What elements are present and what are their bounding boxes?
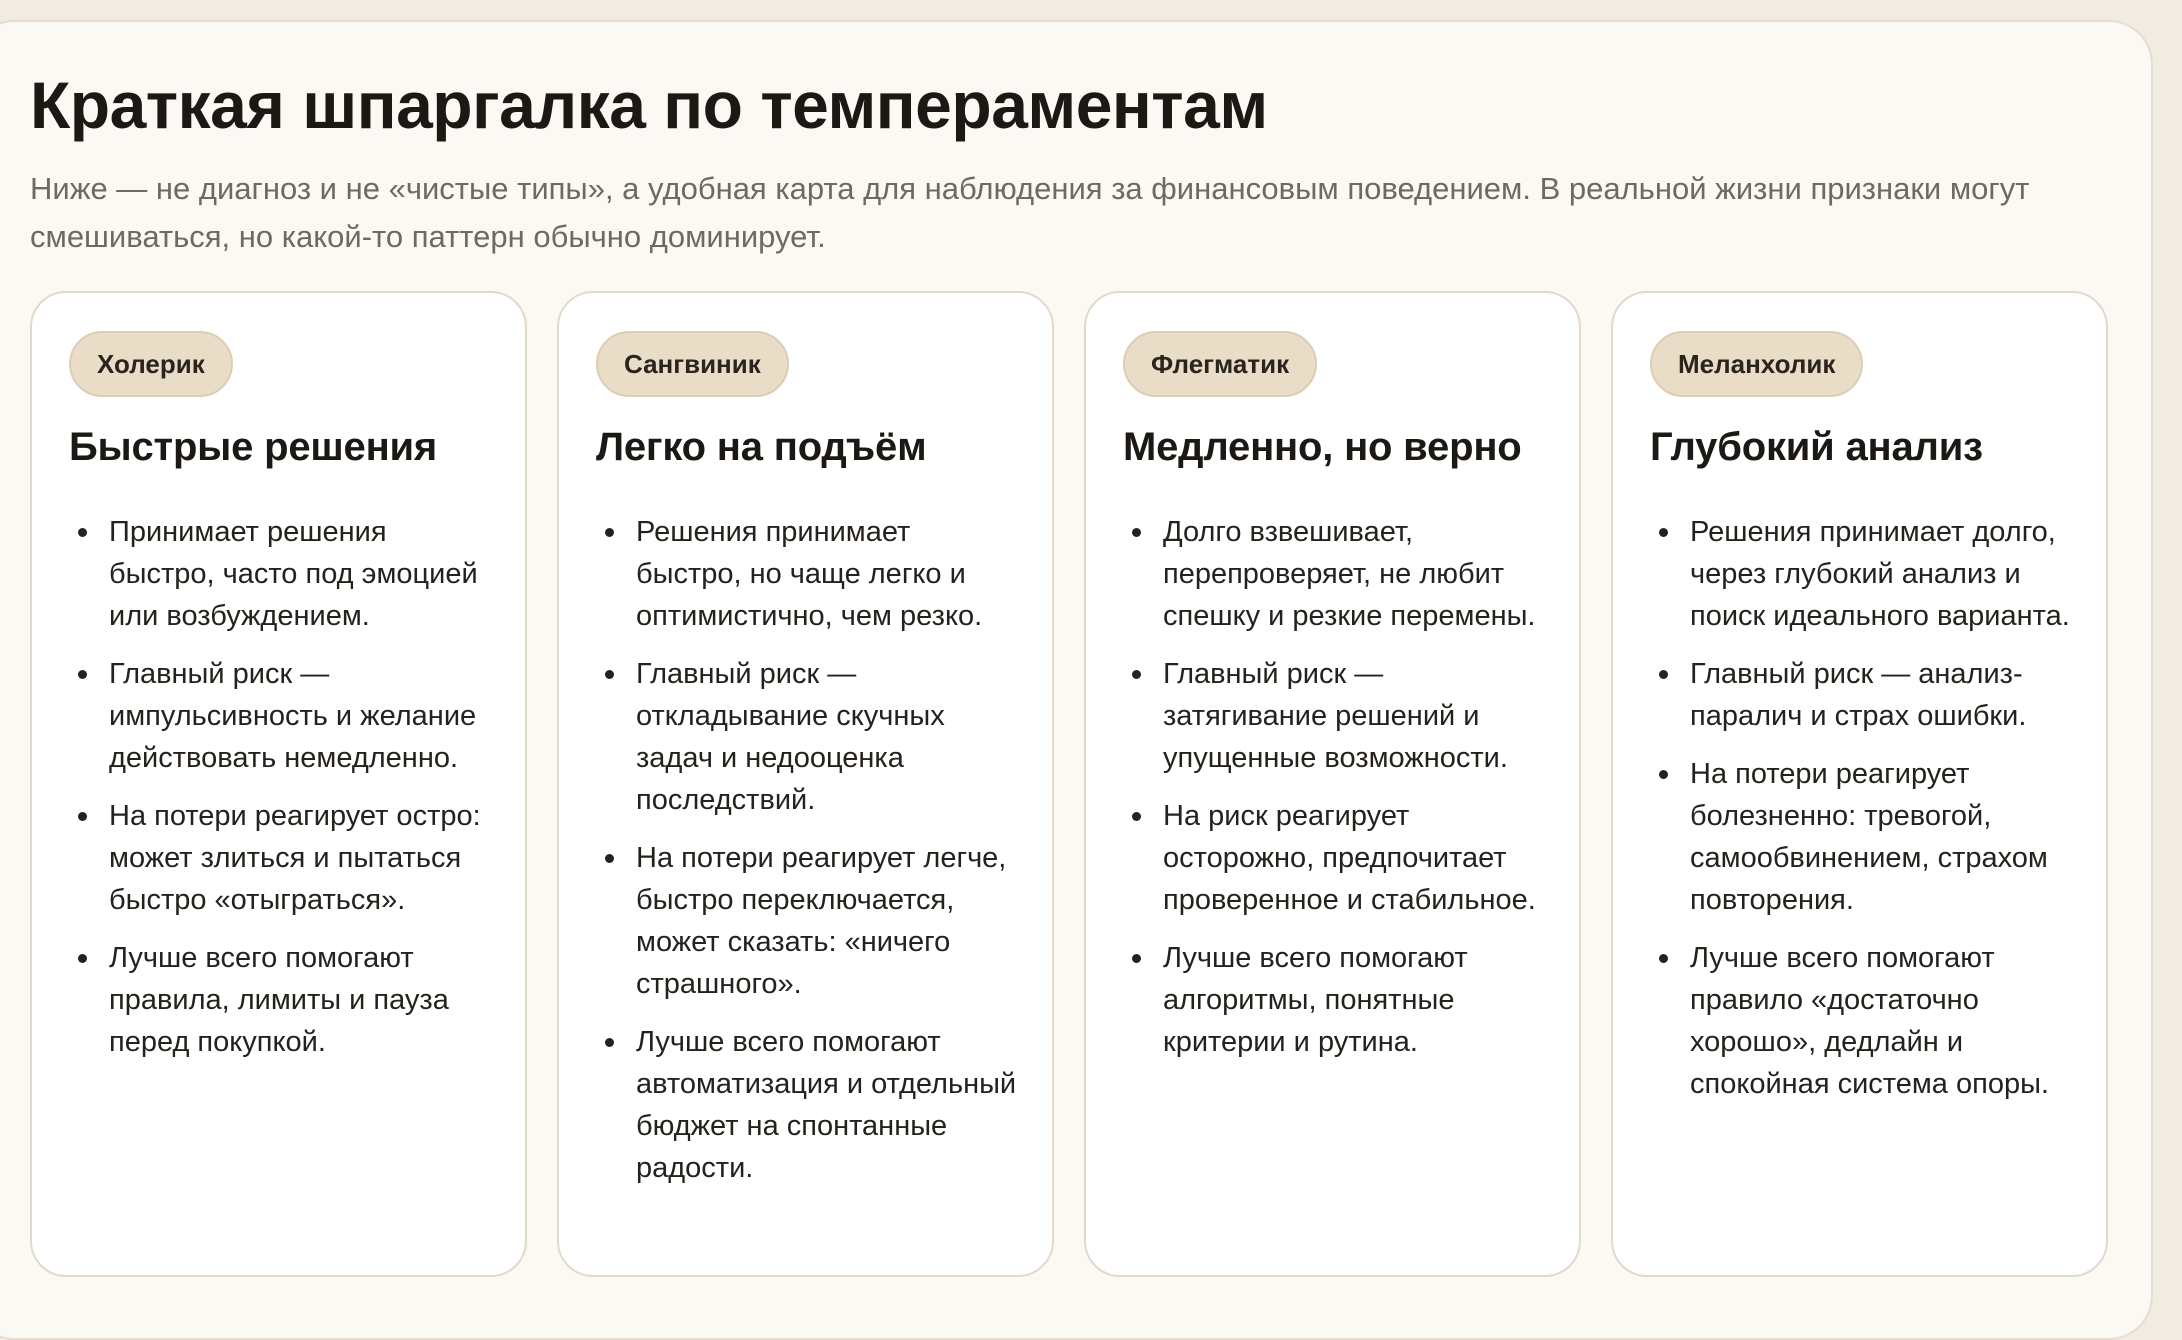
list-item-text: Лучше всего помогают правила, лимиты и пауза перед покупкой. [109,942,449,1058]
list-item [109,511,491,637]
page-title: Краткая шпаргалка по темпераментам [30,68,1268,142]
page-subtitle: Ниже — не диагноз и не «чистые типы», а удобная карта для наблюдения за финансовым поведением. В реальной жизни признаки могут смешиваться, но какой-то паттерн обычно доминирует. [30,171,2030,254]
temperament-badge: Меланхолик [1650,331,1863,397]
list-item-text: Решения принимает быстро, но чаще легко и оптимистично, чем резко. [636,516,983,632]
list-item [1690,653,2072,737]
temperament-badge: Флегматик [1123,331,1317,397]
bullet-icon [78,812,87,821]
bullet-icon [605,854,614,863]
card-points-list [596,511,1018,1189]
bullet-icon [78,528,87,537]
bullet-icon [1659,770,1668,779]
list-item [1690,937,2072,1105]
card-title: Глубокий анализ [1650,425,1983,469]
card-title: Медленно, но верно [1123,425,1522,469]
list-item [636,511,1018,637]
bullet-icon [1132,528,1141,537]
list-item-text: Главный риск — затягивание решений и упущенные возможности. [1163,658,1508,774]
bullet-icon [1132,670,1141,679]
list-item-text: Долго взвешивает, перепроверяет, не любит спешку и резкие перемены. [1163,516,1536,632]
bullet-icon [1659,954,1668,963]
card-choleric [30,291,527,1277]
bullet-icon [78,670,87,679]
bullet-icon [1132,954,1141,963]
list-item [109,795,491,921]
list-item-text: Главный риск — анализ-паралич и страх ошибки. [1690,658,2027,732]
list-item-text: Лучше всего помогают алгоритмы, понятные критерии и рутина. [1163,942,1468,1058]
card-title: Быстрые решения [69,425,438,469]
list-item-text: Принимает решения быстро, часто под эмоцией или возбуждением. [109,516,478,632]
list-item [636,653,1018,821]
list-item-text: Решения принимает долго, через глубокий анализ и поиск идеального варианта. [1690,516,2070,632]
bullet-icon [1659,670,1668,679]
list-item [109,653,491,779]
list-item-text: Лучше всего помогают правило «достаточно хорошо», дедлайн и спокойная система опоры. [1690,942,2049,1100]
bullet-icon [605,670,614,679]
card-points-list [69,511,491,1063]
temperament-cards [30,291,2108,1277]
card-title: Легко на подъём [596,425,927,469]
list-item [1163,511,1545,637]
card-phlegmatic [1084,291,1581,1277]
list-item-text: На потери реагирует легче, быстро переключается, может сказать: «ничего страшного». [636,842,1007,1000]
bullet-icon [605,1038,614,1047]
bullet-icon [78,954,87,963]
card-sanguine [557,291,1054,1277]
list-item [1163,653,1545,779]
list-item-text: На риск реагирует осторожно, предпочитает проверенное и стабильное. [1163,800,1536,916]
list-item-text: На потери реагирует остро: может злиться и пытаться быстро «отыграться». [109,800,481,916]
card-points-list [1650,511,2072,1105]
bullet-icon [1659,528,1668,537]
list-item [1690,511,2072,637]
list-item-text: Главный риск — импульсивность и желание действовать немедленно. [109,658,477,774]
list-item [636,837,1018,1005]
temperament-badge: Сангвиник [596,331,789,397]
list-item [109,937,491,1063]
bullet-icon [605,528,614,537]
card-melancholic [1611,291,2108,1277]
bullet-icon [1132,812,1141,821]
card-points-list [1123,511,1545,1063]
temperament-badge: Холерик [69,331,233,397]
list-item [1163,795,1545,921]
list-item [636,1021,1018,1189]
list-item [1690,753,2072,921]
list-item [1163,937,1545,1063]
list-item-text: Главный риск — откладывание скучных задач и недооценка последствий. [636,658,945,816]
list-item-text: Лучше всего помогают автоматизация и отдельный бюджет на спонтанные радости. [636,1026,1017,1184]
list-item-text: На потери реагирует болезненно: тревогой, самообвинением, страхом повторения. [1690,758,2048,916]
